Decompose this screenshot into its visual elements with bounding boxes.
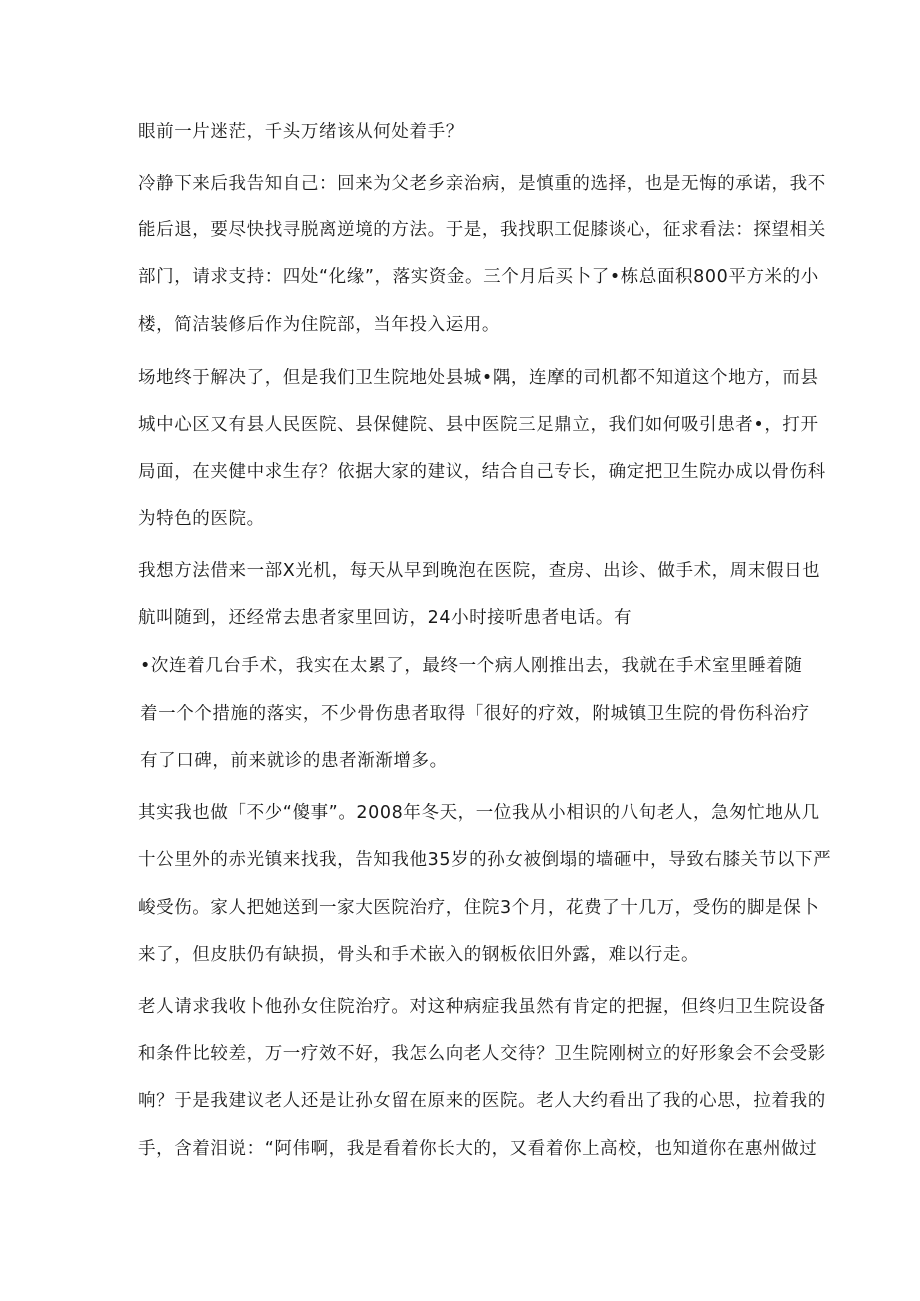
text-line: 来了，但皮肤仍有缺损，骨头和手术嵌入的钢板依旧外露，难以行走。 xyxy=(138,945,700,965)
text-line: 场地终于解决了，但是我们卫生院地处县城•隅，连摩的司机都不知道这个地方，而县 xyxy=(138,368,819,388)
text-line: 城中心区又有县人民医院、县保健院、县中医院三足鼎立，我们如何吸引患者•，打开 xyxy=(138,415,819,435)
text-line: 老人请求我收卜他孙女住院治疗。对这种病症我虽然有肯定的把握，但终归卫生院设备 xyxy=(138,997,826,1017)
text-line: 响？于是我建议老人还是让孙女留在原来的医院。老人大约看出了我的心思，拉着我的 xyxy=(138,1091,826,1111)
text-line: 其实我也做「不少“傻事”。2008年冬天，一位我从小相识的八旬老人，急匆忙地从几 xyxy=(138,803,820,823)
text-line: 能后退，要尽快找寻脱离逆境的方法。于是，我找职工促膝谈心，征求看法：探望相关 xyxy=(138,220,826,240)
text-line: 眼前一片迷茫，千头万绪该从何处着手？ xyxy=(138,122,464,142)
text-line: 着一个个措施的落实，不少骨伤患者取得「很好的疗效，附城镇卫生院的骨伤科治疗 xyxy=(140,704,810,724)
text-line: 部门，请求支持：四处“化缘”，落实资金。三个月后买卜了•栋总面积800平方米的小 xyxy=(138,267,819,287)
text-line: 我想方法借来一部X光机，每天从早到晚泡在医院，查房、出诊、做手术，周末假日也 xyxy=(138,561,821,581)
text-line: 局面，在夹健中求生存？依据大家的建议，结合自己专长，确定把卫生院办成以骨伤科 xyxy=(138,462,826,482)
text-line: 为特色的医院。 xyxy=(138,509,265,529)
text-line: 手，含着泪说：“阿伟啊，我是看着你长大的，又看着你上高校，也知道你在惠州做过 xyxy=(138,1139,818,1159)
text-line: •次连着几台手术，我实在太累了，最终一个病人刚推出去，我就在手术室里睡着随 xyxy=(140,656,803,676)
text-line: 峻受伤。家人把她送到一家大医院治疗，住院3个月，花费了十几万，受伤的脚是保卜 xyxy=(138,898,820,918)
text-line: 和条件比较差，万一疗效不好，我怎么向老人交待？卫生院刚树立的好形象会不会受影 xyxy=(138,1044,826,1064)
text-line: 楼，简洁装修后作为住院部，当年投入运用。 xyxy=(138,315,500,335)
text-line: 有了口碑，前来就诊的患者渐渐增多。 xyxy=(140,751,448,771)
text-line: 冷静下来后我告知自己：回来为父老乡亲治病，是慎重的选择，也是无悔的承诺，我不 xyxy=(138,174,826,194)
text-line: 航叫随到，还经常去患者家里回访，24小时接听患者电话。有 xyxy=(138,608,633,628)
text-line: 十公里外的赤光镇来找我，告知我他35岁的孙女被倒塌的墙砸中，导致右膝关节以下严 xyxy=(138,850,832,870)
